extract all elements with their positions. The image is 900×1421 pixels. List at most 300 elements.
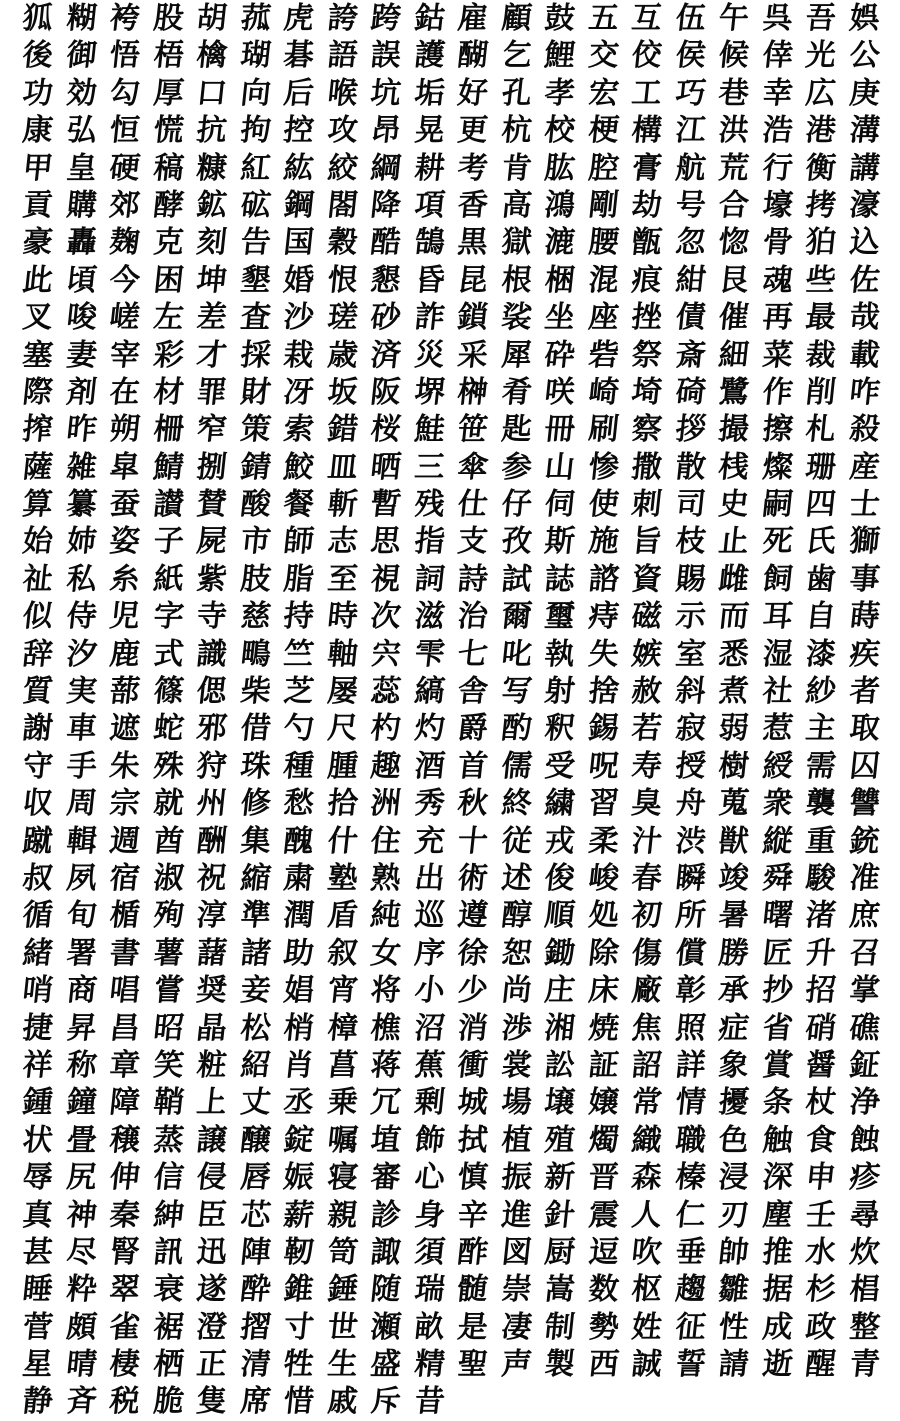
kanji-glyph: 丈 <box>238 1085 273 1121</box>
kanji-glyph: 咲 <box>542 374 577 410</box>
kanji-glyph: 四 <box>803 486 838 522</box>
kanji-glyph: 渉 <box>499 1010 534 1046</box>
kanji-glyph: 終 <box>499 785 534 821</box>
kanji-glyph: 候 <box>716 38 751 74</box>
kanji-glyph: 恕 <box>499 935 534 971</box>
kanji-glyph: 腫 <box>325 748 360 784</box>
kanji-glyph: 蹴 <box>20 823 55 859</box>
kanji-glyph: 紳 <box>151 1197 186 1233</box>
kanji-glyph: 振 <box>499 1159 534 1195</box>
kanji-glyph: 晃 <box>412 112 447 148</box>
kanji-glyph: 瑳 <box>325 299 360 335</box>
kanji-glyph: 昨 <box>64 411 99 447</box>
kanji-glyph: 醐 <box>455 38 490 74</box>
kanji-glyph: 訊 <box>151 1234 186 1270</box>
kanji-glyph: 寿 <box>629 748 664 784</box>
kanji-glyph: 鯖 <box>151 449 186 485</box>
kanji-glyph: 舟 <box>673 785 708 821</box>
kanji-glyph: 屍 <box>194 524 229 560</box>
kanji-glyph: 収 <box>20 785 55 821</box>
kanji-glyph: 旨 <box>629 524 664 560</box>
kanji-glyph: 推 <box>760 1234 795 1270</box>
kanji-glyph: 薪 <box>281 1197 316 1233</box>
kanji-glyph: 更 <box>455 112 490 148</box>
kanji-glyph: 遮 <box>107 711 142 747</box>
kanji-glyph: 口 <box>194 75 229 111</box>
kanji-glyph: 出 <box>412 860 447 896</box>
kanji-glyph: 笹 <box>455 411 490 447</box>
kanji-glyph: 項 <box>412 187 447 223</box>
kanji-glyph: 炊 <box>847 1234 882 1270</box>
kanji-glyph: 混 <box>586 262 621 298</box>
kanji-glyph: 孝 <box>542 75 577 111</box>
kanji-glyph: 梗 <box>586 112 621 148</box>
kanji-glyph: 芝 <box>281 673 316 709</box>
kanji-glyph: 青 <box>847 1346 882 1382</box>
kanji-glyph: 漉 <box>542 225 577 261</box>
kanji-glyph: 人 <box>629 1197 664 1233</box>
kanji-glyph: 水 <box>803 1234 838 1270</box>
kanji-glyph: 捷 <box>20 1010 55 1046</box>
kanji-glyph: 塵 <box>760 1197 795 1233</box>
kanji-glyph: 杭 <box>499 112 534 148</box>
kanji-glyph: 裾 <box>151 1309 186 1345</box>
kanji-glyph: 浸 <box>716 1159 751 1195</box>
kanji-glyph: 助 <box>281 935 316 971</box>
kanji-glyph: 搾 <box>20 411 55 447</box>
kanji-glyph: 悉 <box>716 636 751 672</box>
kanji-glyph: 香 <box>455 187 490 223</box>
kanji-glyph: 胡 <box>194 0 229 36</box>
kanji-glyph: 惚 <box>716 225 751 261</box>
kanji-glyph: 拶 <box>673 411 708 447</box>
kanji-glyph: 性 <box>716 1309 751 1345</box>
kanji-glyph: 残 <box>412 486 447 522</box>
kanji-glyph: 黒 <box>455 225 490 261</box>
kanji-glyph: 根 <box>499 262 534 298</box>
kanji-glyph: 沼 <box>412 1010 447 1046</box>
kanji-glyph: 錠 <box>281 1122 316 1158</box>
kanji-glyph: 詐 <box>412 299 447 335</box>
kanji-glyph: 執 <box>542 636 577 672</box>
kanji-glyph: 甚 <box>20 1234 55 1270</box>
kanji-glyph: 至 <box>325 561 360 597</box>
kanji-glyph: 妻 <box>64 337 99 373</box>
kanji-glyph: 再 <box>760 299 795 335</box>
kanji-glyph: 蕊 <box>368 673 403 709</box>
kanji-glyph: 盾 <box>325 898 360 934</box>
kanji-glyph: 樟 <box>325 1010 360 1046</box>
kanji-glyph: 戚 <box>325 1384 360 1420</box>
kanji-glyph: 税 <box>107 1384 142 1420</box>
kanji-glyph: 好 <box>455 75 490 111</box>
kanji-glyph: 膏 <box>629 150 664 186</box>
kanji-glyph: 跨 <box>368 0 403 36</box>
kanji-glyph: 象 <box>716 1047 751 1083</box>
kanji-glyph: 征 <box>673 1309 708 1345</box>
kanji-glyph: 吾 <box>803 0 838 36</box>
kanji-glyph: 升 <box>803 935 838 971</box>
kanji-glyph: 洲 <box>368 785 403 821</box>
kanji-glyph: 雛 <box>716 1271 751 1307</box>
kanji-glyph: 薯 <box>151 935 186 971</box>
kanji-glyph: 蕉 <box>412 1047 447 1083</box>
kanji-glyph: 江 <box>673 112 708 148</box>
kanji-glyph: 春 <box>629 860 664 896</box>
kanji-glyph: 豪 <box>20 225 55 261</box>
kanji-glyph: 雌 <box>716 561 751 597</box>
kanji-glyph: 肱 <box>542 150 577 186</box>
kanji-glyph: 触 <box>760 1122 795 1158</box>
kanji-glyph: 酒 <box>412 748 447 784</box>
kanji-glyph: 赦 <box>629 673 664 709</box>
kanji-glyph: 侍 <box>64 598 99 634</box>
kanji-glyph: 罪 <box>194 374 229 410</box>
kanji-glyph: 壬 <box>803 1197 838 1233</box>
kanji-glyph: 図 <box>499 1234 534 1270</box>
kanji-glyph: 菖 <box>325 1047 360 1083</box>
kanji-glyph: 恒 <box>107 112 142 148</box>
kanji-glyph: 尻 <box>64 1159 99 1195</box>
kanji-glyph: 犀 <box>499 337 534 373</box>
kanji-glyph: 讃 <box>151 486 186 522</box>
kanji-glyph: 臭 <box>629 785 664 821</box>
kanji-glyph: 誓 <box>673 1346 708 1382</box>
kanji-glyph: 乗 <box>325 1085 360 1121</box>
kanji-glyph: 校 <box>542 112 577 148</box>
kanji-glyph: 親 <box>325 1197 360 1233</box>
kanji-glyph: 宵 <box>325 972 360 1008</box>
kanji-glyph: 呉 <box>760 0 795 36</box>
kanji-glyph: 些 <box>803 262 838 298</box>
kanji-glyph: 脆 <box>151 1384 186 1420</box>
kanji-glyph: 新 <box>542 1159 577 1195</box>
kanji-glyph: 碁 <box>281 38 316 74</box>
kanji-glyph: 射 <box>542 673 577 709</box>
kanji-glyph: 債 <box>673 299 708 335</box>
kanji-glyph: 杉 <box>803 1271 838 1307</box>
kanji-glyph: 精 <box>412 1346 447 1382</box>
kanji-glyph: 迅 <box>194 1234 229 1270</box>
kanji-glyph: 公 <box>847 38 882 74</box>
kanji-glyph: 竣 <box>716 860 751 896</box>
kanji-glyph: 謝 <box>20 711 55 747</box>
kanji-glyph: 社 <box>760 673 795 709</box>
kanji-glyph: 植 <box>499 1122 534 1158</box>
kanji-glyph: 序 <box>412 935 447 971</box>
kanji-glyph: 麹 <box>107 225 142 261</box>
kanji-glyph: 瞬 <box>673 860 708 896</box>
kanji-glyph: 震 <box>586 1197 621 1233</box>
kanji-glyph: 徐 <box>455 935 490 971</box>
kanji-glyph: 緒 <box>20 935 55 971</box>
kanji-glyph: 錯 <box>325 411 360 447</box>
kanji-glyph: 床 <box>586 972 621 1008</box>
kanji-glyph: 祉 <box>20 561 55 597</box>
kanji-glyph: 字 <box>151 598 186 634</box>
kanji-glyph: 餐 <box>281 486 316 522</box>
kanji-glyph: 賜 <box>673 561 708 597</box>
kanji-glyph: 紺 <box>673 262 708 298</box>
kanji-glyph: 衰 <box>151 1271 186 1307</box>
kanji-glyph: 芯 <box>238 1197 273 1233</box>
kanji-glyph: 娼 <box>281 972 316 1008</box>
kanji-glyph: 伺 <box>542 486 577 522</box>
kanji-glyph: 材 <box>151 374 186 410</box>
kanji-glyph: 質 <box>20 673 55 709</box>
kanji-glyph: 寂 <box>673 711 708 747</box>
kanji-glyph: 崎 <box>586 374 621 410</box>
kanji-glyph: 成 <box>760 1309 795 1345</box>
kanji-glyph: 正 <box>194 1346 229 1382</box>
kanji-glyph: 摺 <box>238 1309 273 1345</box>
kanji-glyph: 臣 <box>194 1197 229 1233</box>
kanji-glyph: 招 <box>803 972 838 1008</box>
kanji-glyph: 坤 <box>194 262 229 298</box>
kanji-glyph: 釈 <box>542 711 577 747</box>
kanji-glyph: 丞 <box>281 1085 316 1121</box>
kanji-glyph: 傘 <box>455 449 490 485</box>
kanji-glyph: 是 <box>455 1309 490 1345</box>
kanji-glyph: 澄 <box>194 1309 229 1345</box>
kanji-glyph: 受 <box>542 748 577 784</box>
kanji-glyph: 斉 <box>64 1384 99 1420</box>
kanji-glyph: 航 <box>673 150 708 186</box>
kanji-glyph: 裳 <box>499 1047 534 1083</box>
kanji-glyph: 取 <box>847 711 882 747</box>
kanji-glyph: 済 <box>368 337 403 373</box>
kanji-glyph: 庚 <box>847 75 882 111</box>
kanji-glyph: 仕 <box>455 486 490 522</box>
kanji-glyph: 鹿 <box>107 636 142 672</box>
kanji-glyph: 墾 <box>238 262 273 298</box>
kanji-glyph: 屡 <box>325 673 360 709</box>
kanji-glyph: 咋 <box>847 374 882 410</box>
kanji-glyph: 勺 <box>281 711 316 747</box>
kanji-glyph: 菰 <box>238 0 273 36</box>
kanji-glyph: 困 <box>151 262 186 298</box>
kanji-glyph: 消 <box>455 1010 490 1046</box>
kanji-glyph: 喉 <box>325 75 360 111</box>
kanji-glyph: 者 <box>847 673 882 709</box>
kanji-glyph: 修 <box>238 785 273 821</box>
kanji-glyph: 集 <box>238 823 273 859</box>
kanji-glyph: 酸 <box>238 486 273 522</box>
kanji-glyph: 信 <box>151 1159 186 1195</box>
kanji-glyph: 仁 <box>673 1197 708 1233</box>
kanji-glyph: 醜 <box>281 823 316 859</box>
kanji-glyph: 診 <box>368 1197 403 1233</box>
kanji-glyph: 昭 <box>151 1010 186 1046</box>
kanji-glyph: 昂 <box>368 112 403 148</box>
kanji-glyph: 縮 <box>238 860 273 896</box>
kanji-glyph: 鮫 <box>281 449 316 485</box>
kanji-glyph: 恨 <box>325 262 360 298</box>
kanji-glyph: 込 <box>847 225 882 261</box>
kanji-glyph: 斬 <box>325 486 360 522</box>
kanji-glyph: 除 <box>586 935 621 971</box>
kanji-glyph: 硝 <box>803 1010 838 1046</box>
kanji-glyph: 勢 <box>586 1309 621 1345</box>
kanji-glyph: 鮭 <box>412 411 447 447</box>
kanji-glyph: 駿 <box>803 860 838 896</box>
kanji-glyph: 冗 <box>368 1085 403 1121</box>
kanji-glyph: 細 <box>716 337 751 373</box>
kanji-glyph: 針 <box>542 1197 577 1233</box>
kanji-glyph: 鴻 <box>542 187 577 223</box>
kanji-glyph: 湿 <box>760 636 795 672</box>
kanji-glyph: 死 <box>760 524 795 560</box>
kanji-glyph: 障 <box>107 1085 142 1121</box>
kanji-glyph: 棲 <box>107 1346 142 1382</box>
kanji-glyph: 傷 <box>629 935 664 971</box>
kanji-glyph: 梧 <box>151 38 186 74</box>
kanji-glyph: 曙 <box>760 898 795 934</box>
kanji-glyph: 思 <box>368 524 403 560</box>
kanji-glyph: 支 <box>455 524 490 560</box>
kanji-glyph: 勝 <box>716 935 751 971</box>
kanji-glyph: 冴 <box>281 374 316 410</box>
kanji-glyph: 章 <box>107 1047 142 1083</box>
kanji-glyph: 首 <box>455 748 490 784</box>
kanji-glyph: 蒐 <box>716 785 751 821</box>
kanji-glyph: 札 <box>803 411 838 447</box>
kanji-glyph: 省 <box>760 1010 795 1046</box>
kanji-glyph: 山 <box>542 449 577 485</box>
kanji-glyph: 醒 <box>803 1346 838 1382</box>
kanji-glyph: 誤 <box>368 38 403 74</box>
kanji-glyph: 廠 <box>629 972 664 1008</box>
kanji-glyph: 軸 <box>325 636 360 672</box>
kanji-glyph: 察 <box>629 411 664 447</box>
kanji-glyph: 厨 <box>542 1234 577 1270</box>
kanji-glyph: 嫉 <box>629 636 664 672</box>
kanji-glyph: 衝 <box>455 1047 490 1083</box>
kanji-glyph: 翠 <box>107 1271 142 1307</box>
kanji-glyph: 祭 <box>629 337 664 373</box>
kanji-glyph: 誠 <box>629 1346 664 1382</box>
kanji-glyph: 七 <box>455 636 490 672</box>
kanji-glyph: 叙 <box>325 935 360 971</box>
kanji-glyph: 柔 <box>586 823 621 859</box>
kanji-glyph: 崇 <box>499 1271 534 1307</box>
kanji-glyph: 唇 <box>238 1159 273 1195</box>
kanji-glyph: 匙 <box>499 411 534 447</box>
kanji-glyph: 肴 <box>499 374 534 410</box>
kanji-glyph: 塾 <box>325 860 360 896</box>
kanji-glyph: 賞 <box>760 1047 795 1083</box>
kanji-glyph: 凄 <box>499 1309 534 1345</box>
kanji-glyph: 商 <box>64 972 99 1008</box>
kanji-glyph: 菜 <box>760 337 795 373</box>
kanji-glyph: 殖 <box>542 1122 577 1158</box>
kanji-glyph: 魂 <box>760 262 795 298</box>
kanji-glyph: 三 <box>412 449 447 485</box>
kanji-glyph: 沙 <box>281 299 316 335</box>
kanji-glyph: 枢 <box>629 1271 664 1307</box>
kanji-glyph: 峻 <box>586 860 621 896</box>
kanji-glyph: 而 <box>716 598 751 634</box>
kanji-glyph: 在 <box>107 374 142 410</box>
kanji-glyph: 脂 <box>281 561 316 597</box>
kanji-glyph: 窄 <box>194 411 229 447</box>
kanji-glyph: 旬 <box>64 898 99 934</box>
kanji-glyph: 時 <box>325 598 360 634</box>
kanji-glyph: 擾 <box>716 1085 751 1121</box>
kanji-glyph: 刃 <box>716 1197 751 1233</box>
kanji-glyph: 斥 <box>368 1384 403 1420</box>
kanji-glyph: 砦 <box>586 337 621 373</box>
kanji-glyph: 牲 <box>281 1346 316 1382</box>
kanji-glyph: 厚 <box>151 75 186 111</box>
kanji-glyph: 座 <box>586 299 621 335</box>
kanji-glyph: 攻 <box>325 112 360 148</box>
kanji-glyph: 捌 <box>194 449 229 485</box>
kanji-glyph: 珊 <box>803 449 838 485</box>
kanji-glyph: 試 <box>499 561 534 597</box>
kanji-glyph: 荒 <box>716 150 751 186</box>
kanji-glyph: 挫 <box>629 299 664 335</box>
kanji-glyph: 忽 <box>673 225 708 261</box>
kanji-glyph: 侵 <box>194 1159 229 1195</box>
kanji-glyph: 所 <box>673 898 708 934</box>
kanji-glyph: 昔 <box>412 1384 447 1420</box>
kanji-glyph: 燭 <box>586 1122 621 1158</box>
kanji-glyph: 准 <box>847 860 882 896</box>
kanji-glyph: 畳 <box>64 1122 99 1158</box>
kanji-glyph: 劫 <box>629 187 664 223</box>
kanji-glyph: 諮 <box>586 561 621 597</box>
kanji-glyph: 惹 <box>760 711 795 747</box>
kanji-glyph: 鈷 <box>412 0 447 36</box>
kanji-glyph: 降 <box>368 187 403 223</box>
kanji-glyph: 従 <box>499 823 534 859</box>
kanji-glyph: 妾 <box>238 972 273 1008</box>
kanji-glyph: 砂 <box>368 299 403 335</box>
kanji-glyph: 照 <box>673 1010 708 1046</box>
kanji-glyph: 鯉 <box>542 38 577 74</box>
kanji-glyph: 洪 <box>716 112 751 148</box>
kanji-glyph: 柵 <box>151 411 186 447</box>
kanji-glyph: 勾 <box>107 75 142 111</box>
kanji-glyph: 事 <box>847 561 882 597</box>
kanji-glyph: 嬢 <box>586 1085 621 1121</box>
kanji-glyph: 嵯 <box>107 299 142 335</box>
kanji-glyph: 遵 <box>455 898 490 934</box>
kanji-glyph: 姉 <box>64 524 99 560</box>
kanji-glyph: 購 <box>64 187 99 223</box>
kanji-glyph: 撮 <box>716 411 751 447</box>
kanji-glyph: 城 <box>455 1085 490 1121</box>
kanji-glyph: 少 <box>455 972 490 1008</box>
kanji-glyph: 砿 <box>238 187 273 223</box>
kanji-glyph: 状 <box>20 1122 55 1158</box>
kanji-glyph: 実 <box>64 673 99 709</box>
kanji-glyph: 擦 <box>760 411 795 447</box>
kanji-glyph: 住 <box>368 823 403 859</box>
kanji-glyph: 唆 <box>64 299 99 335</box>
kanji-glyph: 肢 <box>238 561 273 597</box>
kanji-glyph: 捨 <box>586 673 621 709</box>
kanji-glyph: 辱 <box>20 1159 55 1195</box>
kanji-glyph: 瑚 <box>238 38 273 74</box>
kanji-glyph: 酬 <box>194 823 229 859</box>
kanji-glyph: 桜 <box>368 411 403 447</box>
kanji-glyph: 儒 <box>499 748 534 784</box>
kanji-glyph: 史 <box>716 486 751 522</box>
kanji-glyph: 詔 <box>629 1047 664 1083</box>
kanji-glyph: 磁 <box>629 598 664 634</box>
